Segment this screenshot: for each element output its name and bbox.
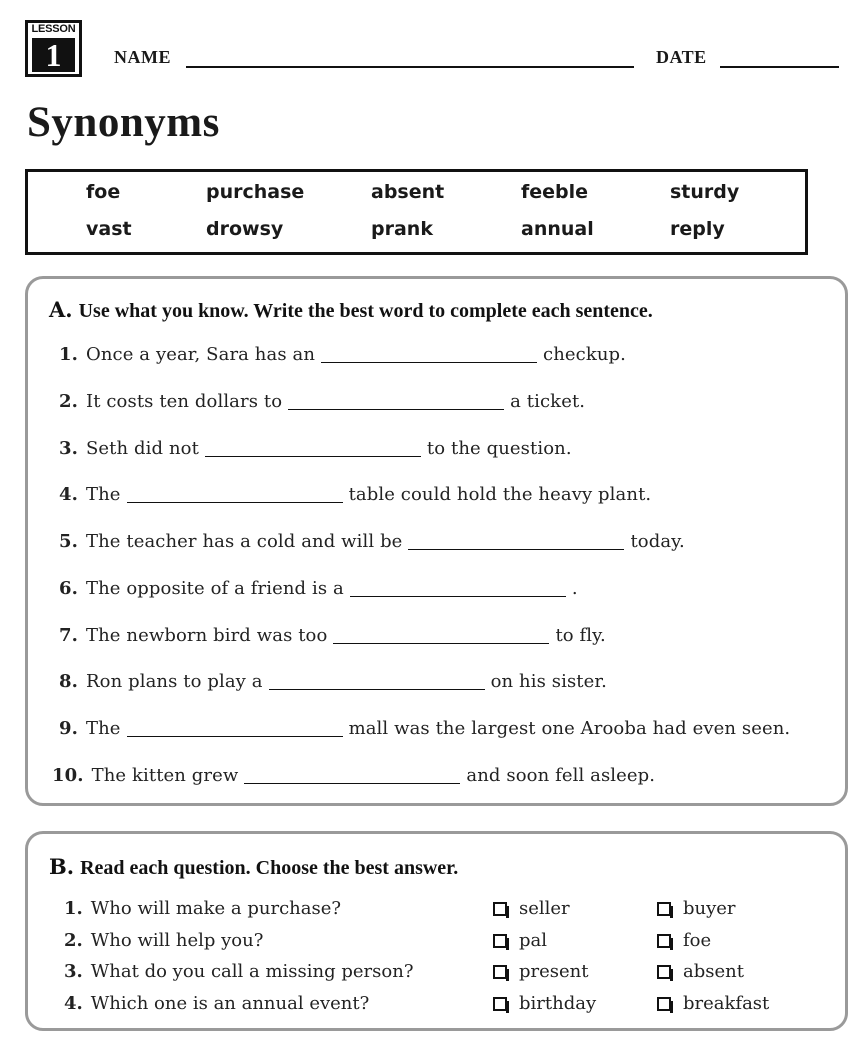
item-number: 1. [64,898,83,919]
sentence-after: to fly. [555,625,606,646]
section-b-instruction-text: Read each question. Choose the best answer. [80,857,459,879]
item-number: 2. [59,391,78,412]
sentence-after: mall was the largest one Arooba had even seen. [348,718,791,739]
word-bank-word: sturdy [670,181,740,203]
answer-option[interactable] [493,961,589,982]
item-number: 6. [59,578,78,599]
sentence-after: . [571,578,578,599]
section-a-instruction [49,297,653,323]
question-item [64,961,413,982]
date-field[interactable] [720,66,839,68]
option-label: foe [683,930,712,951]
sentence-item [59,344,626,365]
option-label: absent [683,961,744,982]
sentence-after: and soon fell asleep. [466,765,656,786]
section-a-panel [25,276,848,806]
sentence-after: today. [630,531,685,552]
checkbox-icon[interactable] [493,997,507,1011]
answer-option[interactable] [493,930,547,951]
sentence-item [59,718,790,739]
sentence-before: Seth did not [86,438,199,459]
answer-blank[interactable] [321,362,537,363]
sentence-before: The [86,718,121,739]
sentence-before: The kitten grew [91,765,239,786]
question-text: Who will help you? [90,930,264,951]
option-label: seller [519,898,570,919]
sentence-after: a ticket. [510,391,586,412]
answer-blank[interactable] [244,783,460,784]
word-bank-word: prank [371,218,433,240]
answer-blank[interactable] [350,596,566,597]
word-bank-word: absent [371,181,445,203]
item-number: 5. [59,531,78,552]
checkbox-icon[interactable] [493,965,507,979]
sentence-after: table could hold the heavy plant. [348,484,652,505]
checkbox-icon[interactable] [493,902,507,916]
item-number: 10. [52,765,84,786]
section-a-letter: A. [49,297,73,322]
sentence-before: Ron plans to play a [86,671,263,692]
word-bank-word: foe [86,181,121,203]
sentence-before: The [86,484,121,505]
sentence-after: checkup. [543,344,626,365]
word-bank-word: annual [521,218,594,240]
word-bank [25,169,808,255]
checkbox-icon[interactable] [493,934,507,948]
date-label: DATE [656,47,707,67]
answer-blank[interactable] [205,456,421,457]
sentence-item [52,765,655,786]
lesson-number: 1 [32,38,75,72]
answer-blank[interactable] [333,643,549,644]
page-title: Synonyms [27,99,220,146]
word-bank-word: vast [86,218,132,240]
option-label: buyer [683,898,736,919]
answer-option[interactable] [657,898,736,919]
question-text: Which one is an annual event? [90,993,370,1014]
answer-blank[interactable] [269,689,485,690]
lesson-badge [25,20,82,77]
sentence-before: The newborn bird was too [86,625,328,646]
item-number: 9. [59,718,78,739]
answer-blank[interactable] [127,736,343,737]
checkbox-icon[interactable] [657,934,671,948]
sentence-item [59,391,585,412]
item-number: 1. [59,344,78,365]
item-number: 3. [64,961,83,982]
word-bank-word: purchase [206,181,305,203]
option-label: breakfast [683,993,770,1014]
question-item [64,993,369,1014]
question-text: Who will make a purchase? [90,898,342,919]
answer-option[interactable] [493,993,596,1014]
sentence-item [59,438,572,459]
answer-option[interactable] [493,898,570,919]
name-label: NAME [114,47,171,67]
checkbox-icon[interactable] [657,965,671,979]
checkbox-icon[interactable] [657,902,671,916]
question-item [64,930,263,951]
lesson-label: LESSON [28,23,79,37]
word-bank-word: reply [670,218,725,240]
section-a-instruction-text: Use what you know. Write the best word to complete each sentence. [78,300,653,322]
word-bank-word: drowsy [206,218,284,240]
sentence-before: Once a year, Sara has an [86,344,316,365]
option-label: present [519,961,589,982]
item-number: 8. [59,671,78,692]
sentence-item [59,671,607,692]
answer-blank[interactable] [408,549,624,550]
item-number: 4. [59,484,78,505]
question-text: What do you call a missing person? [90,961,414,982]
section-b-letter: B. [49,854,75,879]
item-number: 7. [59,625,78,646]
word-bank-word: feeble [521,181,589,203]
name-field[interactable] [186,66,634,68]
sentence-item [59,531,685,552]
sentence-before: It costs ten dollars to [86,391,283,412]
sentence-after: on his sister. [490,671,607,692]
checkbox-icon[interactable] [657,997,671,1011]
sentence-item [59,578,578,599]
answer-blank[interactable] [288,409,504,410]
item-number: 2. [64,930,83,951]
answer-option[interactable] [657,993,769,1014]
sentence-before: The opposite of a friend is a [86,578,344,599]
answer-blank[interactable] [127,502,343,503]
section-b-panel [25,831,848,1031]
sentence-item [59,484,651,505]
sentence-item [59,625,606,646]
answer-option[interactable] [657,961,744,982]
option-label: pal [519,930,548,951]
item-number: 3. [59,438,78,459]
sentence-after: to the question. [426,438,572,459]
item-number: 4. [64,993,83,1014]
sentence-before: The teacher has a cold and will be [86,531,403,552]
section-b-instruction [49,854,458,880]
option-label: birthday [519,993,597,1014]
answer-option[interactable] [657,930,711,951]
question-item [64,898,341,919]
